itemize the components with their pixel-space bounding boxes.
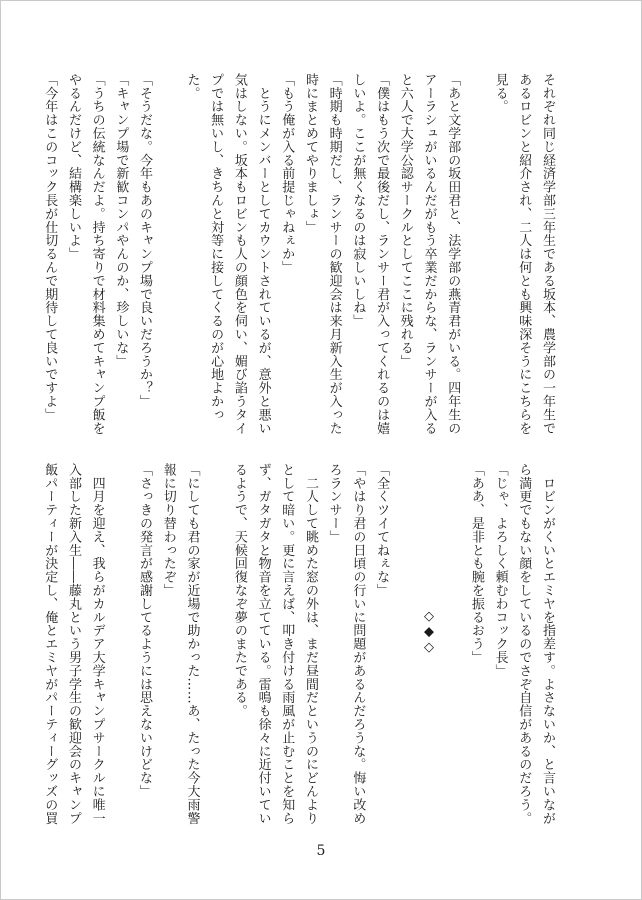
text-line: 入部した新入生――藤丸という男子学生の歓迎会のキャンプ xyxy=(65,463,81,825)
blank-line xyxy=(464,73,488,408)
text-line: 飯パーティーが決定し、俺とエミヤがパーティーグッズの買 xyxy=(42,463,58,825)
text-line: 気はしない。坂本もロビンも人の顔色を伺い、媚び諂うタイ xyxy=(231,73,247,435)
text-line: 「僕はもう次で最後だし、ランサー君が入ってくれるのは嬉 xyxy=(374,73,390,435)
text-line: 「やはり君の日頃の行いに問題があるんだろうな。悔い改め xyxy=(350,463,366,825)
text-line: と六人で大学公認サークルとしてここに残れる」 xyxy=(397,73,413,368)
text-line: 「時期も時期だし、ランサーの歓迎会は来月新入生が入った xyxy=(326,73,342,435)
text-line: とうにメンバーとしてカウントされているが、意外と悪い xyxy=(255,73,271,435)
text-line: プでは無いし、きちんと対等に接してくるのが心地よかっ xyxy=(208,73,224,422)
text-line: 時にまとめてやりましょ」 xyxy=(302,73,318,234)
text-line: ず、ガタガタと物音を立てている。雷鳴も徐々に近付いてい xyxy=(255,463,271,825)
page-number: 5 xyxy=(316,843,326,859)
blank-line xyxy=(393,463,417,801)
text-line: 「あと文学部の坂田君と、法学部の燕青君がいる。四年生の xyxy=(445,73,461,435)
text-line: 四月を迎え、我らがカルデア大学キャンプサークルに唯一 xyxy=(89,463,105,825)
text-line: 「全くツイてねぇな」 xyxy=(374,463,390,597)
text-line: として暗い。更に言えば、叩き付ける雨風が止むことを知ら xyxy=(279,463,295,825)
text-line: 「さっきの発言が感謝してるようには思えないけどな」 xyxy=(137,463,153,798)
text-line: 「じゃ、よろしく頼むわコック長」 xyxy=(492,463,508,678)
text-line: 「にしても君の家が近場で助かった……あ、たった今大雨警 xyxy=(184,463,200,825)
text-line: 二人して眺めた窓の外は、まだ昼間だというのにどんより xyxy=(302,463,318,825)
blank-line xyxy=(109,463,133,801)
blank-line xyxy=(440,463,464,801)
top-text-block xyxy=(42,73,559,435)
text-line: アーラシュがいるんだがもう卒業だからな、ランサーが入る xyxy=(421,73,437,435)
blank-line xyxy=(203,463,227,801)
text-line: 報に切り替わったぞ」 xyxy=(160,463,176,597)
text-line: 「そうだな。今年もあのキャンプ場で良いだろうか？」 xyxy=(137,73,153,408)
text-line: ろランサー」 xyxy=(326,463,342,544)
text-line: 「うちの伝統なんだよ。持ち寄りで材料集めてキャンプ飯を xyxy=(89,73,105,435)
text-line: 「キャンプ場で新歓コンパやんのか、珍しいな」 xyxy=(113,73,129,368)
text-line: ロビンがくいとエミヤを指差す。よさないか、と言いなが xyxy=(540,463,555,825)
text-line: あるロビンと紹介され、二人は何とも興味深そうにこちらを xyxy=(516,73,532,435)
bottom-text-block xyxy=(42,463,559,825)
text-line: それぞれ同じ経済学部三年生である坂本、農学部の一年生で xyxy=(540,73,555,435)
scene-break-ornament: ◇◆◇ xyxy=(421,608,437,656)
text-line: しいよ。ここが無くなるのは寂しいしね」 xyxy=(350,73,366,328)
text-line: やるんだけど、結構楽しいよ」 xyxy=(65,73,81,261)
text-line: た。 xyxy=(184,73,200,100)
text-line: 「今年はこのコック長が仕切るんで期待して良いですよ」 xyxy=(42,73,58,422)
text-line: ら満更でもない顔をしているのでさぞ自信があるのだろう。 xyxy=(516,463,532,825)
text-line: 「もう俺が入る前提じゃねぇか」 xyxy=(279,73,295,274)
text-line: るようで、天候回復なぞ夢のまたである。 xyxy=(231,463,247,718)
text-line: 見る。 xyxy=(492,73,508,114)
text-line: 「ああ、是非とも腕を振るおう」 xyxy=(468,463,484,664)
blank-line xyxy=(156,73,180,408)
